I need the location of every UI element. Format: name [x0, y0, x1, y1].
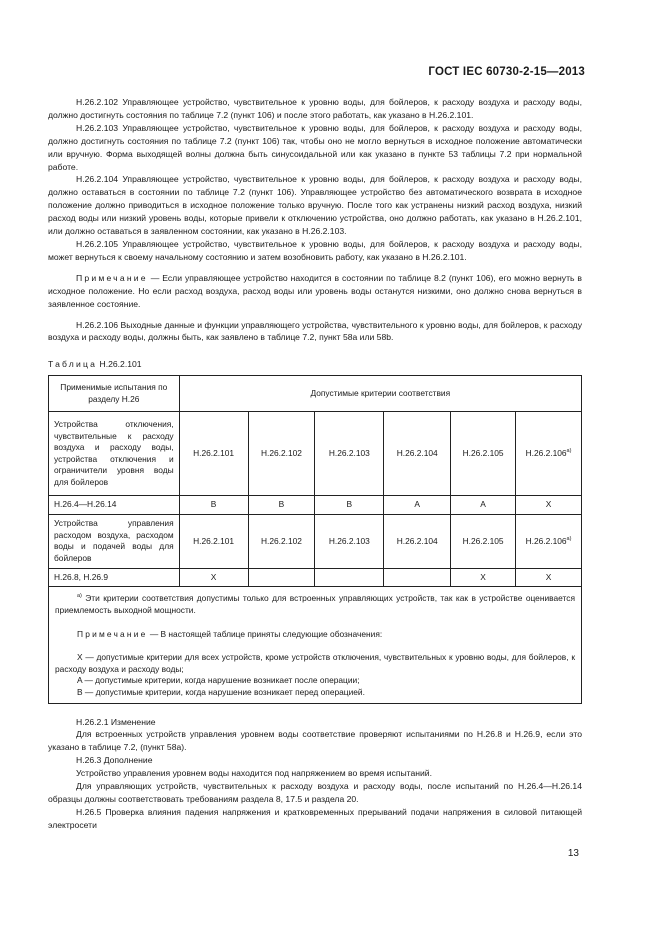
clause-h26-3: H.26.3 Дополнение — [76, 755, 153, 766]
table-cell: H.26.2.105 — [451, 514, 516, 568]
paragraph: Для встроенных устройств управления уровнем воды соответствие проверяют испытаниями по H.26.8 и H.26.9, если это указано в таблице 7.2, (пункт 58а). — [48, 729, 582, 753]
table-cell: X — [451, 568, 516, 587]
legend-item: B — допустимые критерии, когда нарушение возникает перед операцией. — [77, 686, 365, 697]
table-note — [55, 629, 575, 641]
table-cell: H.26.2.104 — [384, 514, 451, 568]
legend-item: X — допустимые критерии для всех устройств, кроме устройств отключения, чувствительных к уровню воды, для бойлеров, к расходу воздуха и расходу воды; — [55, 652, 575, 674]
table-cell — [248, 568, 315, 587]
table-footer-row — [49, 587, 582, 703]
page-content — [48, 96, 582, 832]
note-1 — [48, 272, 582, 311]
table-note-label: Примечание — [77, 628, 148, 639]
table-note-text: — В настоящей таблице приняты следующие обозначения: — [149, 628, 383, 639]
table-cell: H.26.2.101 — [179, 412, 248, 496]
table-row — [49, 568, 582, 587]
table-cell: H.26.2.101 — [179, 514, 248, 568]
clause-h26-2-104: H.26.2.104 Управляющее устройство, чувствительное к уровню воды, для бойлеров, к расходу воздуха и расходу воды, должно оставаться в состоянии по таблице 7.2 (пункт 106). Управляющее устройство без автоматического возврата в исходное положение должно приводиться в исходное положение только вручную. После того как устранены низкий расход воздуха, низкий расход воды или низкий уровень воды, которые привели к отключению устройства, оно должно работать, как указано в H.26.2.101, или должно оставаться в заявленном состоянии, как указано в H.26.2.103. — [48, 174, 582, 237]
table-cell: X — [179, 568, 248, 587]
table-cell: B — [248, 496, 315, 515]
footnote-ref: а) — [566, 448, 572, 455]
table-caption-number: H.26.2.101 — [99, 359, 142, 370]
table-cell — [516, 412, 582, 496]
table-cell — [384, 568, 451, 587]
paragraph: Для управляющих устройств, чувствительных к расходу воздуха и расходу воды, после испытаний по H.26.4—H.26.14 образцы должны соответствовать требованиям раздела 8, 17.5 и раздела 20. — [48, 781, 582, 804]
table-cell: H.26.2.103 — [315, 514, 384, 568]
footnote-ref: а) — [566, 535, 572, 542]
table-row — [49, 412, 582, 496]
clause-h26-2-1: H.26.2.1 Изменение — [76, 716, 156, 727]
criteria-table — [48, 375, 582, 703]
table-cell: B — [179, 496, 248, 515]
table-cell: H.26.2.103 — [315, 412, 384, 496]
table-row — [49, 514, 582, 568]
clause-h26-2-106: H.26.2.106 Выходные данные и функции управляющего устройства, чувствительного к уровню воды, для бойлеров, к расходу воздуха и расходу воды, должны быть, как заявлено в таблице 7.2, пункт 58а или 58b. — [48, 319, 582, 343]
clause-h26-2-103: H.26.2.103 Управляющее устройство, чувствительное к уровню воды, для бойлеров, к расходу воздуха и расходу воды, должно достигнуть состояния по таблице 7.2 (пункт 106) так, чтобы оно не могло вернуться в исходное положение автоматически или вручную. Форма выходящей волны должна быть синусоидальной или как указано в пункте 53 таблицы 7.2 при нормальной работе. — [48, 122, 582, 172]
table-cell: B — [315, 496, 384, 515]
table-caption-label: Таблица — [48, 359, 98, 370]
clause-h26-5: H.26.5 Проверка влияния падения напряжения и кратковременных прерываний подачи напряжения в силовой питающей электросети — [48, 806, 582, 830]
header-criteria: Допустимые критерии соответствия — [179, 376, 581, 412]
table-cell: H.26.2.104 — [384, 412, 451, 496]
footnote-mark: а) — [77, 593, 82, 600]
footnote-text: Эти критерии соответствия допустимы только для встроенных управляющих устройств, так как в устройстве оценивается приемлемость выходной мощности. — [55, 593, 575, 615]
table-cell: H.26.2.102 — [248, 412, 315, 496]
row-label: Устройства управления расходом воздуха, расходом воды и подачей воды для бойлеров — [49, 514, 180, 568]
note-1-text: — Если управляющее устройство находится в состоянии по таблице 8.2 (пункт 106), его можно вернуть в исходное положение. Но если расход воздуха, расход воды или уровень воды останутся низкими, оно должно снова вернуться в заявленное состояние. — [48, 272, 582, 309]
page-number: 13 — [567, 848, 579, 859]
header-tests: Применимые испытания по разделу H.26 — [49, 376, 180, 412]
page-header: ГОСТ IEC 60730-2-15—2013 — [428, 66, 585, 78]
table-notes — [49, 587, 582, 703]
row-label: H.26.8, H.26.9 — [49, 568, 180, 587]
legend-item: A — допустимые критерии, когда нарушение возникает после операции; — [77, 675, 360, 686]
cell-text: H.26.2.106 — [525, 447, 567, 458]
table-cell: X — [516, 568, 582, 587]
note-1-label: Примечание — [76, 272, 148, 283]
table-header-row — [49, 376, 582, 412]
table-cell: H.26.2.102 — [248, 514, 315, 568]
row-label: Устройства отключения, чувствительные к расходу воздуха и расходу воды, устройства отключения и ограничители уровня воды для бойлеров — [49, 412, 180, 496]
paragraph: Устройство управления уровнем воды находится под напряжением во время испытаний. — [76, 768, 432, 779]
table-cell: X — [516, 496, 582, 515]
row-label: H.26.4—H.26.14 — [49, 496, 180, 515]
clause-h26-2-105: H.26.2.105 Управляющее устройство, чувствительное к уровню воды, для бойлеров, к расходу воздуха и расходу воды, может вернуться к своему начальному состоянию и затем возобновить работу, как указано в H.26.2.101. — [48, 238, 582, 262]
table-cell: A — [384, 496, 451, 515]
table-cell — [315, 568, 384, 587]
table-footnote — [55, 593, 575, 616]
clause-h26-2-102: H.26.2.102 Управляющее устройство, чувствительное к уровню воды, для бойлеров, к расходу воздуха и расходу воды, должно достигнуть состояния по таблице 7.2 (пункт 106) и после этого работать, как указано в H.26.2.101. — [48, 97, 582, 120]
cell-text: H.26.2.106 — [525, 535, 567, 546]
table-caption — [48, 358, 582, 371]
table-cell: A — [451, 496, 516, 515]
table-row — [49, 496, 582, 515]
table-cell: H.26.2.105 — [451, 412, 516, 496]
table-cell — [516, 514, 582, 568]
